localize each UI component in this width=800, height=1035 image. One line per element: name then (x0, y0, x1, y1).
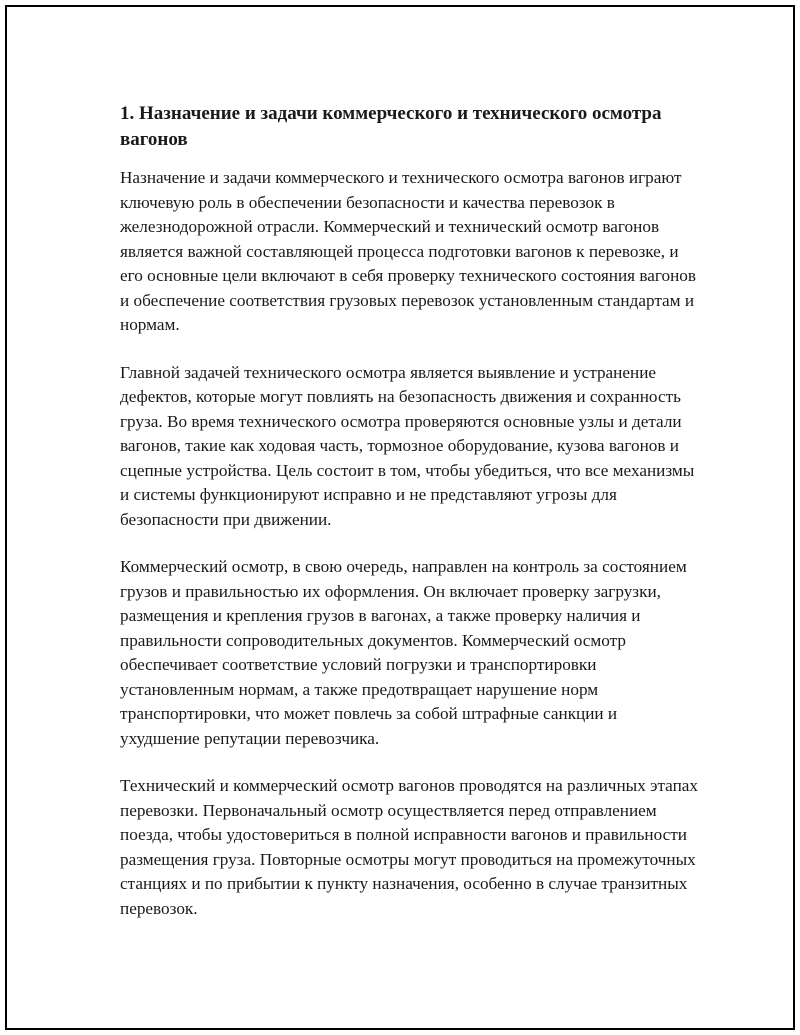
paragraph-1: Назначение и задачи коммерческого и технического осмотра вагонов играют ключевую роль в обеспечении безопасности и качества перевозок в железнодорожной отрасли. Коммерческий и технический осмотр вагонов является важной составляющей процесса подготовки вагонов к перевозке, и его основные цели включают в себя проверку технического состояния вагонов и обеспечение соответствия грузовых перевозок установленным стандартам и нормам. (120, 168, 696, 334)
paragraph-4: Технический и коммерческий осмотр вагонов проводятся на различных этапах перевозки. Первоначальный осмотр осуществляется перед отправлением поезда, чтобы удостовериться в полной исправности вагонов и правильности размещения груза. Повторные осмотры могут проводиться на промежуточных станциях и по прибытии к пункту назначения, особенно в случае транзитных перевозок. (120, 776, 699, 918)
page-frame (5, 5, 795, 1030)
document-content (120, 101, 700, 921)
paragraph-3: Коммерческий осмотр, в свою очередь, направлен на контроль за состоянием грузов и правильностью их оформления. Он включает проверку загрузки, размещения и крепления грузов в вагонах, а также проверку наличия и правильности сопроводительных документов. Коммерческий осмотр обеспечивает соответствие условий погрузки и транспортировки установленным нормам, а также предотвращает нарушение норм транспортировки, что может повлечь за собой штрафные санкции и ухудшение репутации перевозчика. (120, 557, 687, 748)
paragraph-2: Главной задачей технического осмотра является выявление и устранение дефектов, которые могут повлиять на безопасность движения и сохранность груза. Во время технического осмотра проверяются основные узлы и детали вагонов, такие как ходовая часть, тормозное оборудование, кузова вагонов и сцепные устройства. Цель состоит в том, чтобы убедиться, что все механизмы и системы функционируют исправно и не представляют угрозы для безопасности при движении. (120, 362, 695, 529)
section-heading: 1. Назначение и задачи коммерческого и технического осмотра вагонов (120, 103, 662, 150)
